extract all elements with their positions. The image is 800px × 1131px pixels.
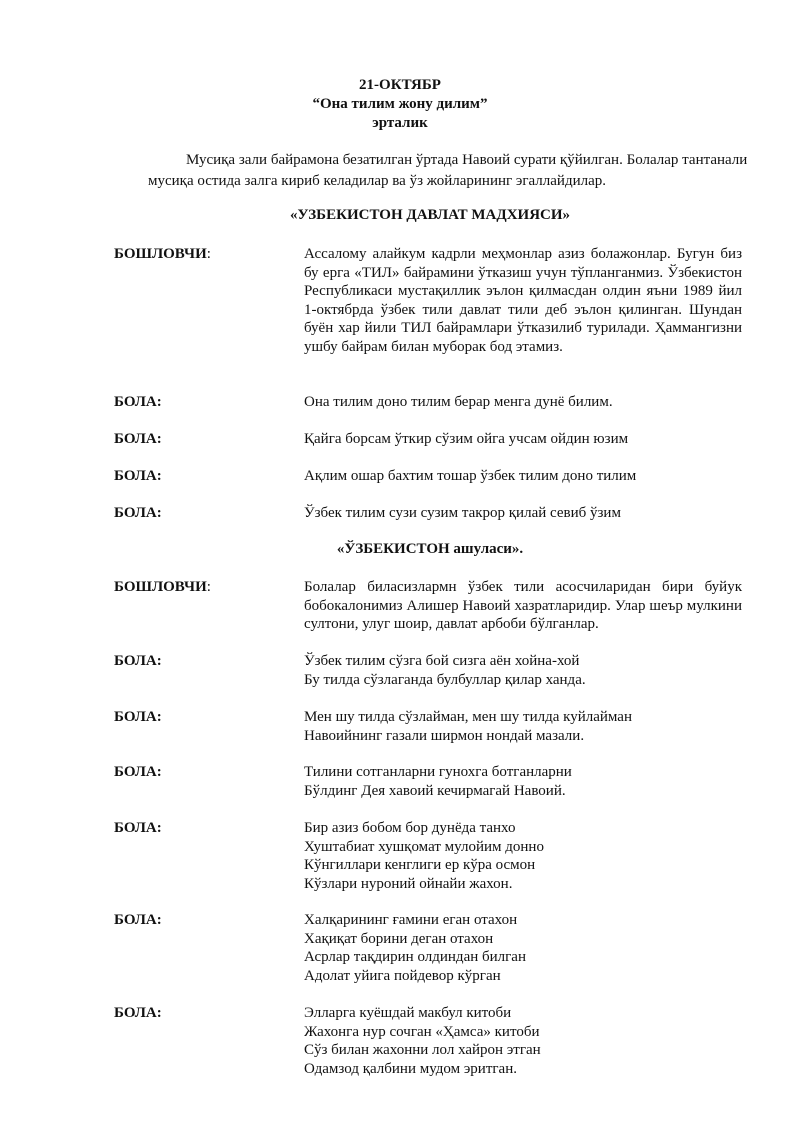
speech-text: Болалар биласизлармн ўзбек тили асосчиларидан бири буйук бобокалонимиз Алишер Навоий хазратларидир. Улар шеър мулкини султони, улуг шоир, давлат арбоби бўлганлар. <box>304 579 742 632</box>
speaker-label: БОЛА: <box>114 394 162 410</box>
anthem-heading: «УЗБЕКИСТОН ДАВЛАТ МАДХИЯСИ» <box>289 207 571 223</box>
speaker-label: БОЛА: <box>114 709 162 725</box>
speaker-label: БОШЛОВЧИ: <box>114 579 211 595</box>
speech-text: Қайга борсам ўткир сўзим ойга учсам ойдин юзим <box>304 431 629 447</box>
speech-text: Ассалому алайкум кадрли меҳмонлар азиз болажонлар. Бугун биз бу ерга «ТИЛ» байрамини ўтказиш учун тўпланганмиз. Ўзбекистон Республикаси мустақиллик эълон қилмасдан олдин яъни 1989 йил 1-октябрда ўзбек тили давлат тили деб эълон қилинган. Шундан буён хар йили ТИЛ байрамлари ўтказилиб турилади. Ҳаммангизни ушбу байрам билан муборак бод этамиз. <box>304 246 742 355</box>
speech-text: Ўзбек тилим сўзга бой сизга аён хойна-хой Бу тилда сўзлаганда булбуллар қилар ханда. <box>304 653 586 688</box>
speech-text: Бир азиз бобом бор дунёда танхо Хуштабиат хушқомат мулойим донно Кўнгиллари кенглиги ер кўра осмон Кўзлари нуроний ойнайи жахон. <box>304 820 544 892</box>
speech-text: Ақлим ошар бахтим тошар ўзбек тилим доно тилим <box>304 468 637 484</box>
speaker-label: БОЛА: <box>114 820 162 836</box>
speech-text: Тилини сотганларни гунохга ботганларни Бўлдинг Дея хавоий кечирмагай Навоий. <box>304 764 572 799</box>
song-heading: «ЎЗБЕКИСТОН ашуласи». <box>336 541 524 557</box>
event-subtitle: эрталик <box>372 115 428 131</box>
speaker-label: БОЛА: <box>114 468 162 484</box>
intro-paragraph: Мусиқа зали байрамона безатилган ўртада Навоий сурати қўйилган. Болалар тантанали мусиқа остида залга кириб келадилар ва ўз жойларининг эгаллайдилар. <box>148 152 748 189</box>
speech-text: Элларга куёшдай макбул китоби Жахонга нур сочган «Ҳамса» китоби Сўз билан жахонни лол хайрон этган Одамзод қалбини мудом эритган. <box>304 1005 541 1077</box>
speaker-label: БОЛА: <box>114 1005 162 1021</box>
speech-text: Ўзбек тилим сузи сузим такрор қилай севиб ўзим <box>304 505 621 521</box>
speech-text: Халқарининг ғамини еган отахон Хақиқат борини деган отахон Асрлар тақдирин олдиндан билган Адолат уйига пойдевор кўрган <box>304 912 526 984</box>
event-date: 21-ОКТЯБР <box>359 77 441 93</box>
speaker-label: БОШЛОВЧИ: <box>114 246 211 262</box>
speech-text: Мен шу тилда сўзлайман, мен шу тилда куйлайман Навоийнинг газали ширмон нондай мазали. <box>304 709 632 744</box>
speaker-label: БОЛА: <box>114 653 162 669</box>
speaker-label: БОЛА: <box>114 912 162 928</box>
speaker-label: БОЛА: <box>114 764 162 780</box>
speaker-label: БОЛА: <box>114 505 162 521</box>
speech-text: Она тилим доно тилим берар менга дунё билим. <box>304 394 613 410</box>
event-title: “Она тилим жону дилим” <box>312 96 488 112</box>
speaker-label: БОЛА: <box>114 431 162 447</box>
